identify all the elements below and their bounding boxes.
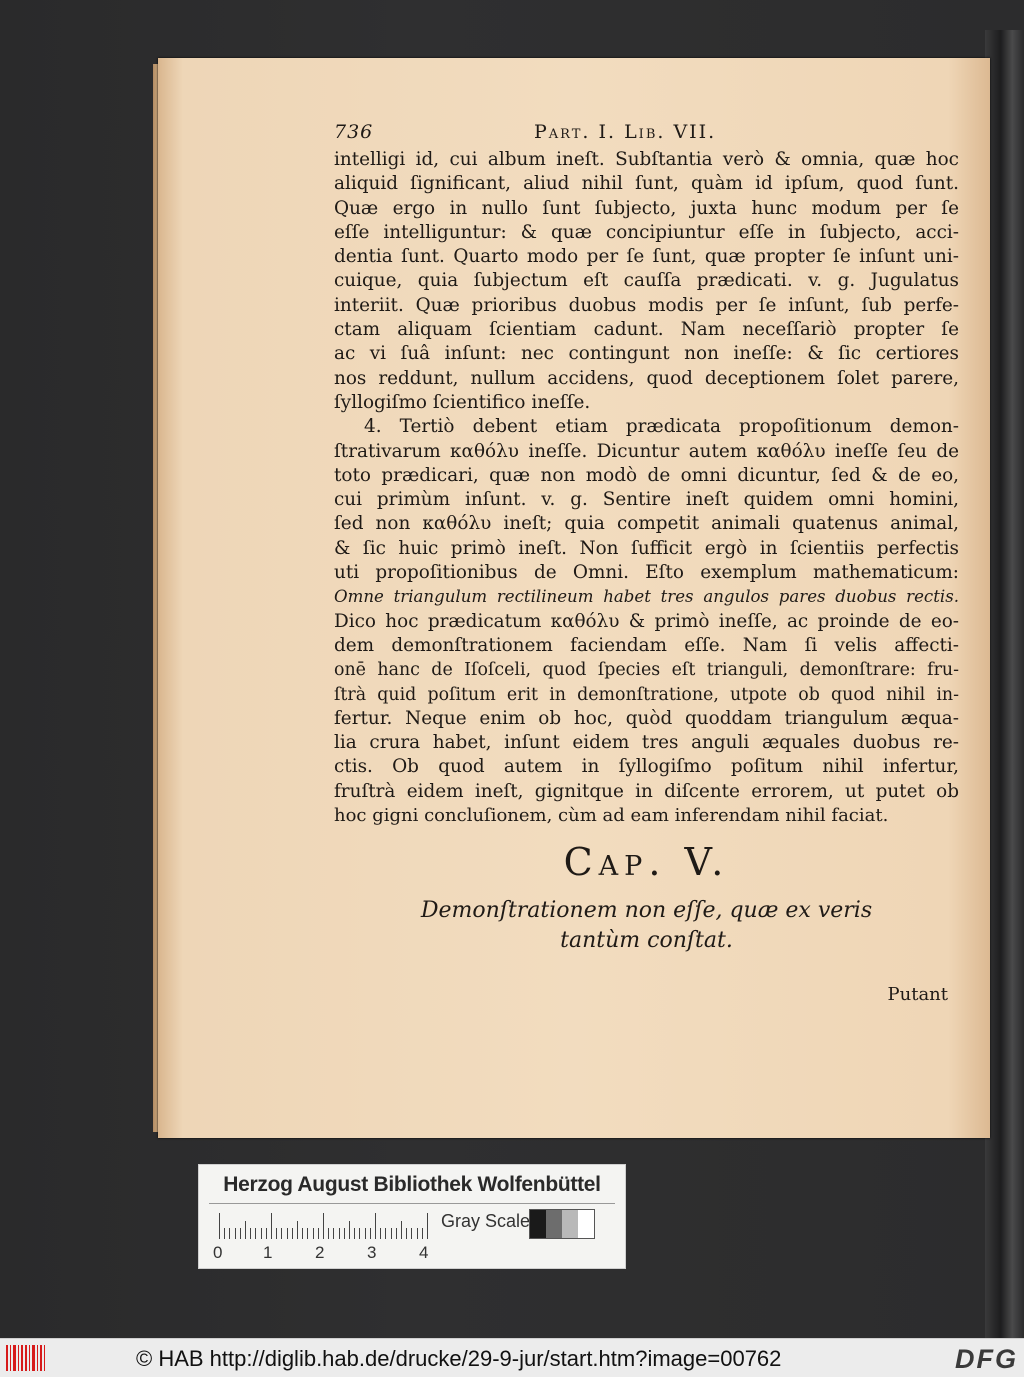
barcode-bar <box>40 1345 42 1371</box>
barcode-bar <box>37 1345 38 1371</box>
barcode-bar <box>10 1345 11 1371</box>
ruler-tick <box>297 1221 298 1239</box>
ruler-tick <box>406 1228 407 1239</box>
ruler-tick <box>240 1228 241 1239</box>
ruler-tick <box>318 1228 319 1239</box>
barcode-bar <box>18 1345 19 1371</box>
ruler-tick <box>427 1213 428 1239</box>
barcode-icon <box>6 1345 46 1371</box>
text-line: interiit. Quæ prioribus duobus modis per ſe inſunt, ſub perfe- <box>334 294 959 316</box>
barcode-bar <box>32 1345 35 1371</box>
ruler-tick <box>328 1228 329 1239</box>
gray-swatch <box>578 1210 594 1238</box>
ruler-tick <box>266 1228 267 1239</box>
text-line: ctis. Ob quod autem in ſyllogiſmo poſitum nihil infertur, <box>334 756 959 778</box>
ruler-number: 3 <box>367 1243 377 1262</box>
ruler-tick <box>396 1228 397 1239</box>
text-line: Quæ ergo in nullo ſunt ſubjecto, juxta hunc modum per ſe <box>334 197 959 219</box>
page-number: 736 <box>334 121 374 143</box>
gray-swatch <box>546 1210 562 1238</box>
ruler-tick <box>375 1213 376 1239</box>
running-head: Part. I. Lib. VII. <box>534 121 717 143</box>
text-line: cui primùm inſunt. v. g. Sentire ineſt quidem omni homini, <box>334 489 959 511</box>
paragraph-start: 4. Tertiò debent etiam prædicata propoſitionum demon- <box>364 416 959 438</box>
ruler-tick <box>292 1228 293 1239</box>
ruler-tick <box>354 1228 355 1239</box>
ruler-tick <box>302 1228 303 1239</box>
barcode-bar <box>25 1345 27 1371</box>
text-line: dentia ſunt. Quarto modo per ſe ſunt, quæ propter ſe inſunt uni- <box>334 246 959 268</box>
page-header <box>334 120 959 146</box>
ruler-tick <box>339 1228 340 1239</box>
gray-scale-label: Gray Scale <box>441 1211 531 1231</box>
chapter-subtitle-line: tantùm conſtat. <box>560 928 733 953</box>
ruler-tick <box>411 1228 412 1239</box>
scale-ruler <box>219 1211 429 1239</box>
chapter-heading: Cap. V. <box>563 840 730 884</box>
ruler-tick <box>245 1221 246 1239</box>
text-line: toto prædicari, quæ non modò de omni dicuntur, ſed & de eo, <box>334 464 959 486</box>
ruler-tick <box>380 1228 381 1239</box>
text-line: ſtrativarum καθόλυ ineſſe. Dicuntur autem καθόλυ ineſſe ſeu de <box>334 440 959 462</box>
ruler-tick <box>349 1221 350 1239</box>
ruler-number: 1 <box>263 1243 273 1262</box>
page-text <box>334 120 959 828</box>
ruler-tick <box>417 1228 418 1239</box>
text-line: nos reddunt, nullum accidens, quod deceptionem ſolet parere, <box>334 367 959 389</box>
text-line: eſſe intelliguntur: & quæ concipiuntur eſſe in ſubjecto, acci- <box>334 221 959 243</box>
text-line: uti propoſitionibus de Omni. Eſto exemplum mathematicum: <box>334 562 959 584</box>
ruler-number: 4 <box>419 1243 429 1262</box>
barcode-bar <box>44 1345 45 1371</box>
library-color-card <box>198 1164 626 1269</box>
ruler-tick <box>422 1228 423 1239</box>
library-name: Herzog August Bibliothek Wolfenbüttel <box>223 1173 601 1196</box>
ruler-tick <box>250 1228 251 1239</box>
ruler-tick <box>281 1228 282 1239</box>
gray-scale-swatches <box>529 1209 595 1239</box>
text-line: ctam aliquam ſcientiam cadunt. Nam neceſſariò propter ſe <box>334 319 959 341</box>
ruler-tick <box>219 1213 220 1239</box>
ruler-tick <box>287 1228 288 1239</box>
dfg-logo: DFG <box>955 1344 1018 1374</box>
ruler-tick <box>271 1213 272 1239</box>
ruler-numbers <box>213 1243 443 1261</box>
ruler-number: 2 <box>315 1243 325 1262</box>
ruler-tick <box>313 1228 314 1239</box>
ruler-tick <box>401 1221 402 1239</box>
chapter-subtitle-line: Demonſtrationem non eſſe, quæ ex veris <box>420 898 873 923</box>
ruler-number: 0 <box>213 1243 223 1262</box>
ruler-tick <box>307 1228 308 1239</box>
text-line: dem demonſtrationem faciendam eſſe. Nam ſi velis affecti- <box>334 634 959 656</box>
ruler-tick <box>229 1228 230 1239</box>
ruler-tick <box>344 1228 345 1239</box>
ruler-tick <box>333 1228 334 1239</box>
barcode-bar <box>29 1345 30 1371</box>
barcode-bar <box>13 1345 16 1371</box>
chapter-subtitle <box>334 896 959 956</box>
ruler-tick <box>255 1228 256 1239</box>
catchword: Putant <box>887 984 948 1005</box>
gray-swatch <box>562 1210 578 1238</box>
text-line: ac vi ſuâ inſunt: nec contingunt non ineſſe: & ſic certiores <box>334 343 959 365</box>
text-line: onē hanc de Iſoſceli, quod ſpecies eſt trianguli, demonſtrare: fru- <box>334 660 959 681</box>
text-line: intelligi id, cui album ineſt. Subſtantia verò & omnia, quæ hoc <box>334 149 959 170</box>
text-line: ſtrà quid poſitum erit in demonſtratione, utpote ob quod nihil in- <box>334 684 959 705</box>
ruler-tick <box>235 1228 236 1239</box>
text-line: ſed non καθόλυ ineſt; quia competit animali quatenus animal, <box>334 513 959 535</box>
ruler-tick <box>323 1213 324 1239</box>
text-line: Omne triangulum rectilineum habet tres angulos pares duobus rectis. <box>334 587 959 607</box>
text-line: fruſtrà eidem ineſt, gignitque in diſcente errorem, ut putet ob <box>334 780 959 802</box>
text-line: aliquid ſignificant, aliud nihil ſunt, quàm id ipſum, quod ſunt. <box>334 173 959 195</box>
ruler-tick <box>359 1228 360 1239</box>
text-line: Dico hoc prædicatum καθόλυ & primò ineſſe, ac proinde de eo- <box>334 610 959 632</box>
gray-swatch <box>530 1210 546 1238</box>
footer-copyright-url: © HAB http://diglib.hab.de/drucke/29-9-jur/start.htm?image=00762 <box>136 1346 782 1371</box>
text-line: lia crura habet, inſunt eidem tres anguli æquales duobus re- <box>334 732 959 754</box>
card-divider <box>209 1203 615 1204</box>
text-line: ſyllogiſmo ſcientifico ineſſe. <box>334 391 591 413</box>
barcode-bar <box>21 1345 23 1371</box>
ruler-tick <box>276 1228 277 1239</box>
ruler-tick <box>391 1228 392 1239</box>
text-line: fertur. Neque enim ob hoc, quòd quoddam triangulum æqua- <box>334 707 959 729</box>
ruler-tick <box>261 1228 262 1239</box>
text-line: & ſic huic primò ineſt. Non ſufficit ergò in ſcientiis perfectis <box>334 537 959 559</box>
text-line: hoc gigni concluſionem, cùm ad eam inferendam nihil faciat. <box>334 805 889 827</box>
text-line: cuique, quia ſubjectum eſt cauſſa prædicati. v. g. Jugulatus <box>334 270 959 292</box>
barcode-bar <box>6 1345 8 1371</box>
ruler-tick <box>385 1228 386 1239</box>
footer-bar <box>0 1338 1024 1377</box>
ruler-tick <box>365 1228 366 1239</box>
ruler-tick <box>224 1228 225 1239</box>
ruler-tick <box>370 1228 371 1239</box>
book-spine <box>985 30 1024 1338</box>
